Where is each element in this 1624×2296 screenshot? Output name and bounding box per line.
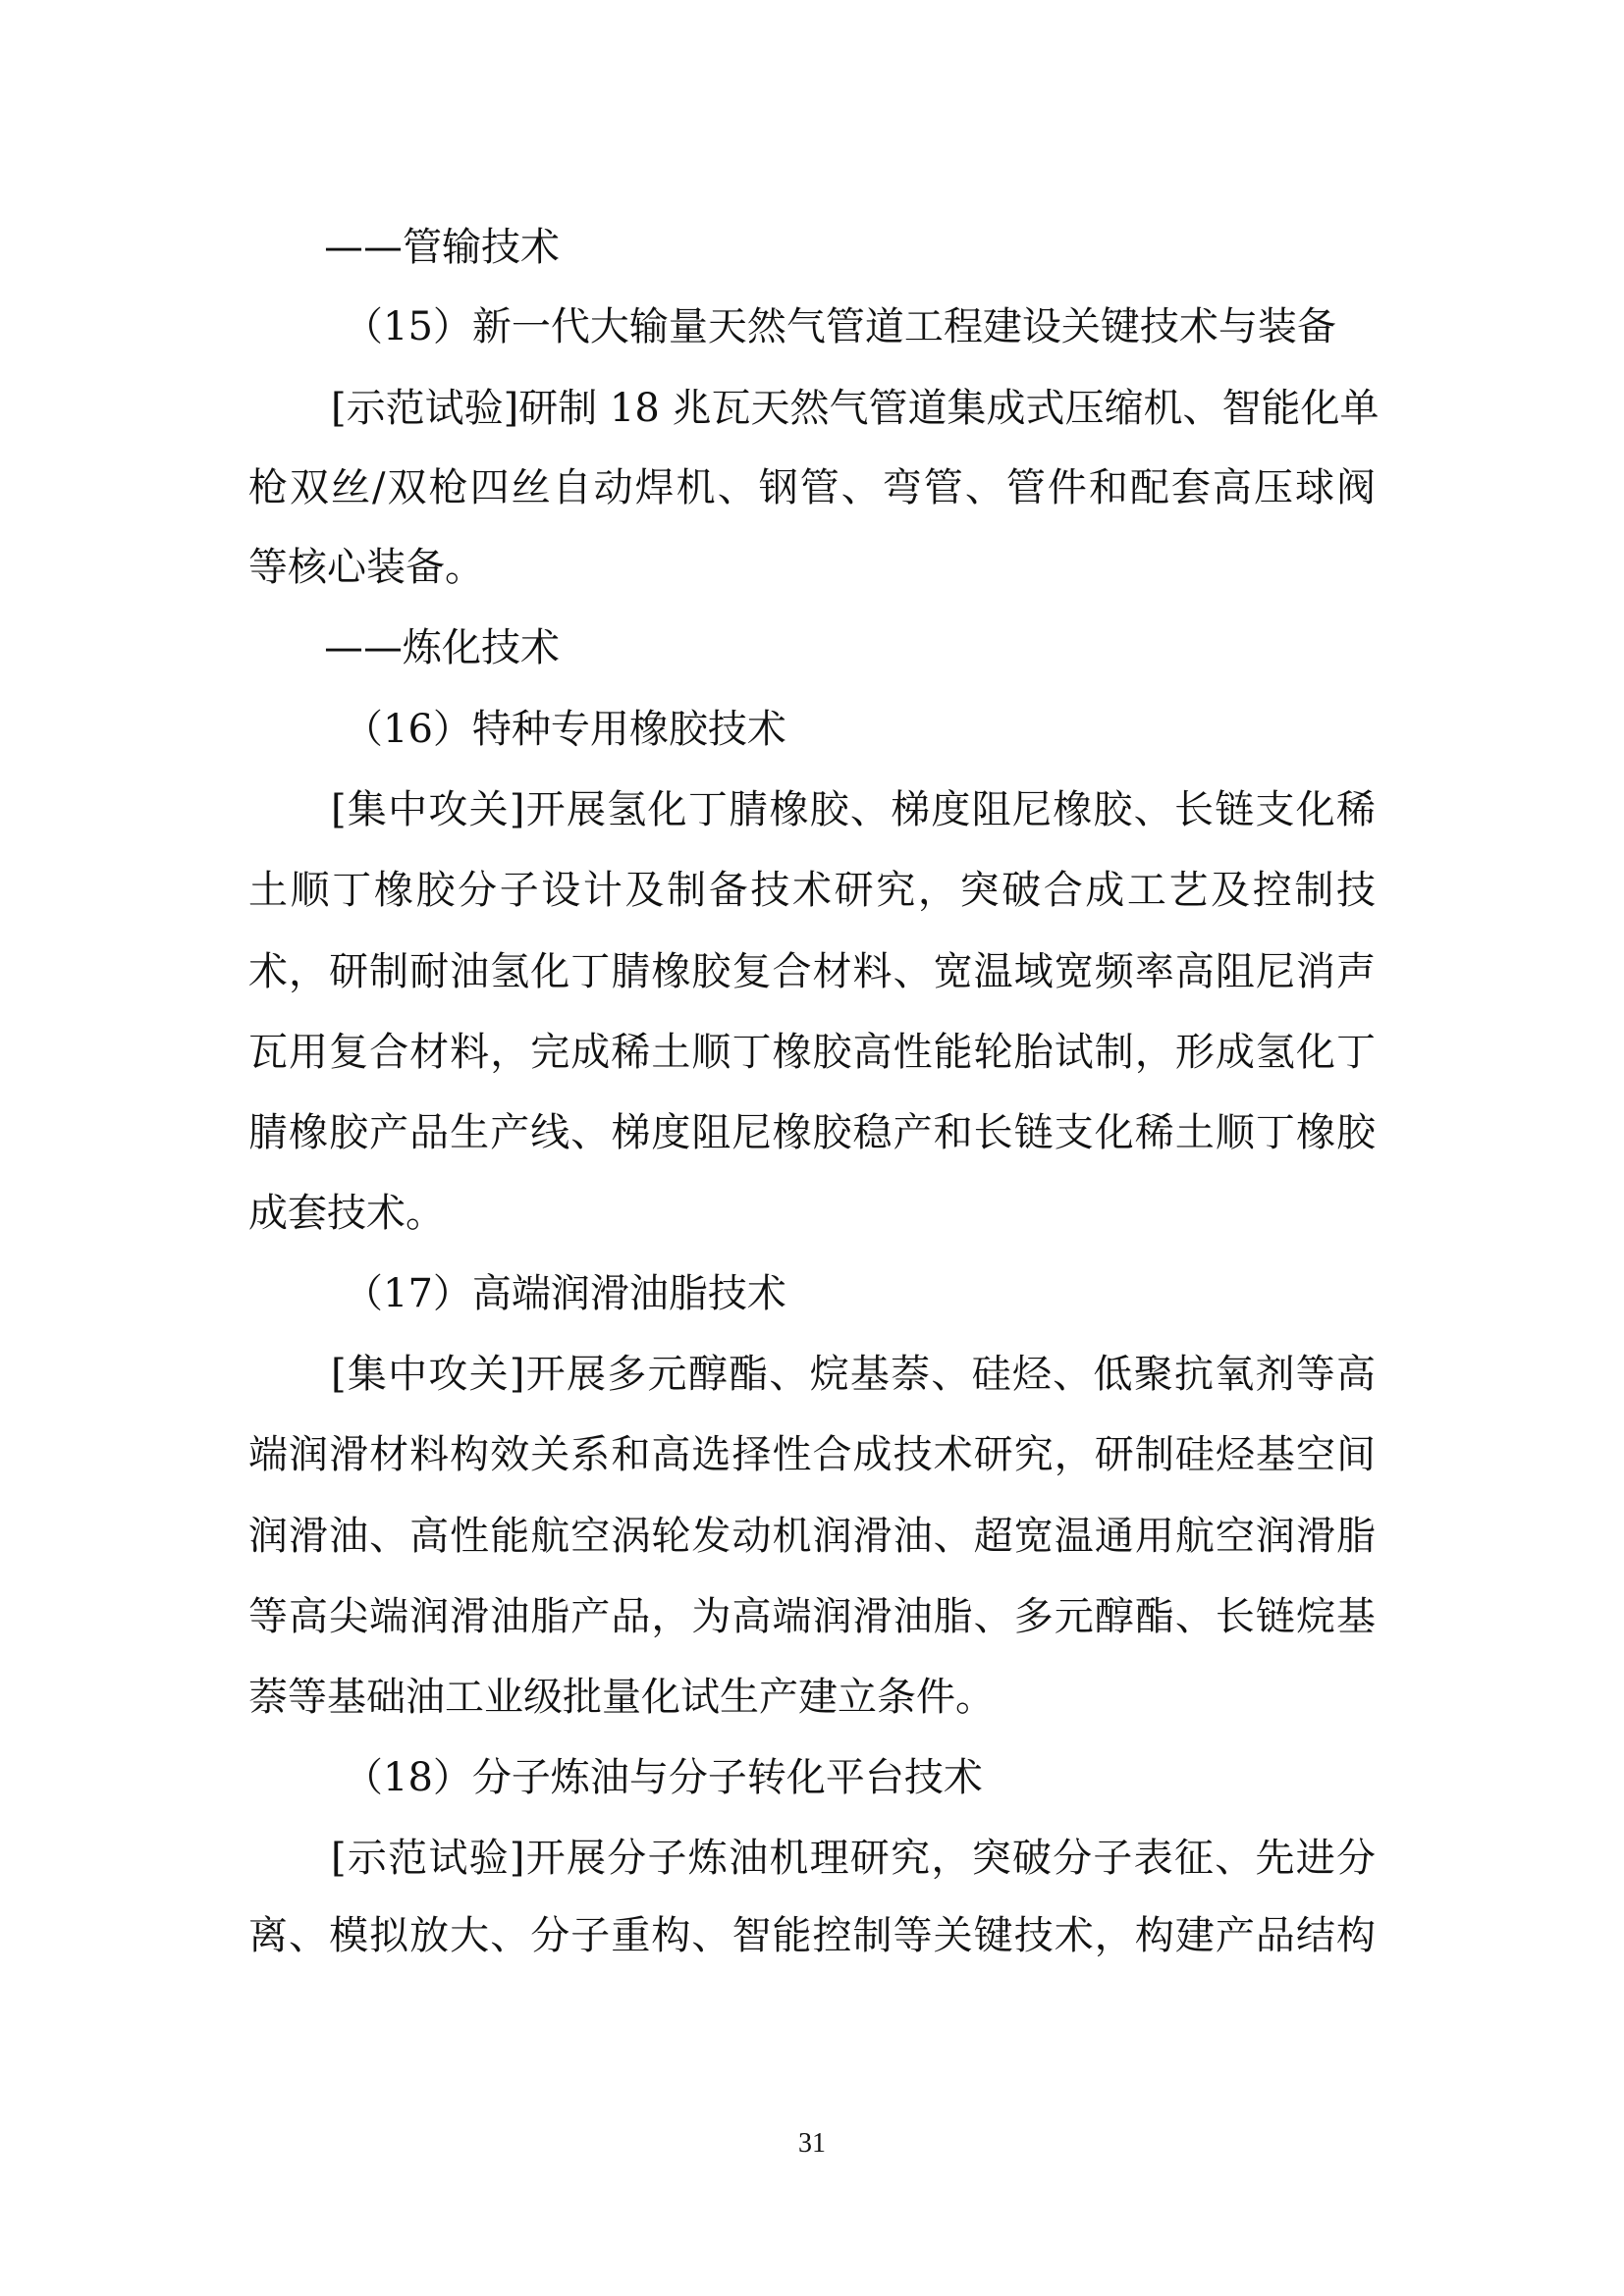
page-number: 31 (798, 2128, 826, 2159)
paragraph-line: [集中攻关]开展多元醇酯、烷基萘、硅烃、低聚抗氧剂等高 (331, 1352, 1376, 1397)
paragraph-line: 萘等基础油工业级批量化试生产建立条件。 (248, 1675, 995, 1720)
paragraph-line: [集中攻关]开展氢化丁腈橡胶、梯度阻尼橡胶、长链支化稀 (331, 787, 1376, 832)
paragraph-line: [示范试验]开展分子炼油机理研究，突破分子表征、先进分 (331, 1836, 1376, 1881)
paragraph-line: 等核心装备。 (248, 545, 484, 590)
paragraph-line: 成套技术。 (248, 1191, 445, 1236)
item-title-18: （18）分子炼油与分子转化平台技术 (344, 1755, 983, 1800)
paragraph-line: 土顺丁橡胶分子设计及制备技术研究，突破合成工艺及控制技 (248, 868, 1376, 913)
section-heading-pipeline: ——管输技术 (324, 225, 560, 270)
paragraph-line: 端润滑材料构效关系和高选择性合成技术研究，研制硅烃基空间 (248, 1432, 1376, 1477)
paragraph-line: [示范试验]研制 18 兆瓦天然气管道集成式压缩机、智能化单 (331, 386, 1380, 431)
paragraph-line: 离、模拟放大、分子重构、智能控制等关键技术，构建产品结构 (248, 1913, 1376, 1958)
item-title-15: （15）新一代大输量天然气管道工程建设关键技术与装备 (344, 304, 1336, 349)
paragraph-line: 术，研制耐油氢化丁腈橡胶复合材料、宽温域宽频率高阻尼消声 (248, 949, 1376, 994)
section-heading-refining: ——炼化技术 (324, 625, 560, 670)
paragraph-line: 等高尖端润滑油脂产品，为高端润滑油脂、多元醇酯、长链烷基 (248, 1594, 1376, 1639)
item-title-17: （17）高端润滑油脂技术 (344, 1271, 786, 1316)
paragraph-line: 瓦用复合材料，完成稀土顺丁橡胶高性能轮胎试制，形成氢化丁 (248, 1030, 1376, 1075)
paragraph-line: 枪双丝/双枪四丝自动焊机、钢管、弯管、管件和配套高压球阀 (248, 465, 1376, 510)
paragraph-line: 润滑油、高性能航空涡轮发动机润滑油、超宽温通用航空润滑脂 (248, 1514, 1376, 1559)
paragraph-line: 腈橡胶产品生产线、梯度阻尼橡胶稳产和长链支化稀土顺丁橡胶 (248, 1110, 1376, 1155)
item-title-16: （16）特种专用橡胶技术 (344, 707, 786, 752)
